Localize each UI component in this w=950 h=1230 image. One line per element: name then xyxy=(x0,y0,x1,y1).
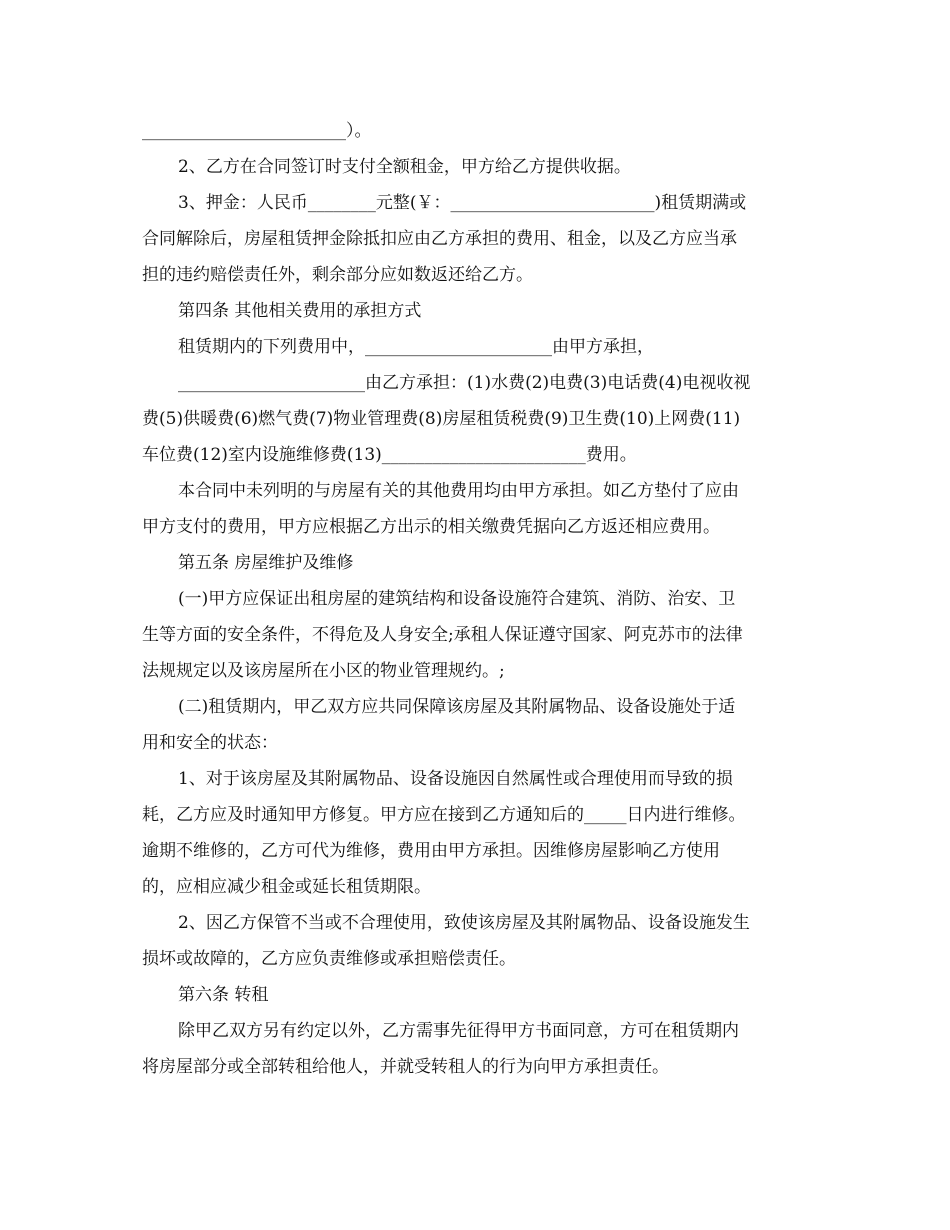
text-line: 损坏或故障的，乙方应负责维修或承担赔偿责任。 xyxy=(142,949,516,969)
text-line: 3、押金：人民币________元整(￥：________________________)租赁期满或 xyxy=(178,193,747,213)
document-body xyxy=(142,113,807,1085)
text-line: 1、对于该房屋及其附属物品、设备设施因自然属性或合理使用而导致的损 xyxy=(178,769,733,789)
section-heading: 第四条 其他相关费用的承担方式 xyxy=(178,301,422,321)
text-line: 除甲乙双方另有约定以外，乙方需事先征得甲方书面同意，方可在租赁期内 xyxy=(178,1021,739,1041)
section-heading: 第五条 房屋维护及维修 xyxy=(178,553,354,573)
text-line: 本合同中未列明的与房屋有关的其他费用均由甲方承担。如乙方垫付了应由 xyxy=(178,481,739,501)
section-heading: 第六条 转租 xyxy=(178,985,269,1005)
text-line: 生等方面的安全条件，不得危及人身安全;承租人保证遵守国家、阿克苏市的法律 xyxy=(142,625,743,645)
text-line: 合同解除后，房屋租赁押金除抵扣应由乙方承担的费用、租金，以及乙方应当承 xyxy=(142,229,737,249)
text-line: ______________________由乙方承担：(1)水费(2)电费(3)电话费(4)电视收视 xyxy=(178,373,751,393)
text-line: 法规规定以及该房屋所在小区的物业管理规约。; xyxy=(142,661,505,681)
text-line: (二)租赁期内，甲乙双方应共同保障该房屋及其附属物品、设备设施处于适 xyxy=(178,697,736,717)
text-line: 担的违约赔偿责任外，剩余部分应如数返还给乙方。 xyxy=(142,265,533,285)
text-line: 耗，乙方应及时通知甲方修复。甲方应在接到乙方通知后的_____日内进行维修。 xyxy=(142,805,746,825)
text-line: 用和安全的状态： xyxy=(142,733,278,753)
text-line: 车位费(12)室内设施维修费(13)________________________费用。 xyxy=(142,445,637,465)
text-line: 费(5)供暖费(6)燃气费(7)物业管理费(8)房屋租赁税费(9)卫生费(10)上网费(11) xyxy=(142,409,741,429)
text-line: 逾期不维修的，乙方可代为维修，费用由甲方承担。因维修房屋影响乙方使用 xyxy=(142,841,720,861)
text-line: 将房屋部分或全部转租给他人，并就受转租人的行为向甲方承担责任。 xyxy=(142,1057,669,1077)
text-line: 2、因乙方保管不当或不合理使用，致使该房屋及其附属物品、设备设施发生 xyxy=(178,913,750,933)
text-line: 租赁期内的下列费用中，______________________由甲方承担， xyxy=(178,337,654,357)
text-line: 甲方支付的费用，甲方应根据乙方出示的相关缴费凭据向乙方返还相应费用。 xyxy=(142,517,720,537)
text-line: ________________________）。 xyxy=(142,121,372,141)
text-line: (一)甲方应保证出租房屋的建筑结构和设备设施符合建筑、消防、治安、卫 xyxy=(178,589,736,609)
text-line: 2、乙方在合同签订时支付全额租金，甲方给乙方提供收据。 xyxy=(178,157,631,177)
text-line: 的，应相应减少租金或延长租赁期限。 xyxy=(142,877,431,897)
